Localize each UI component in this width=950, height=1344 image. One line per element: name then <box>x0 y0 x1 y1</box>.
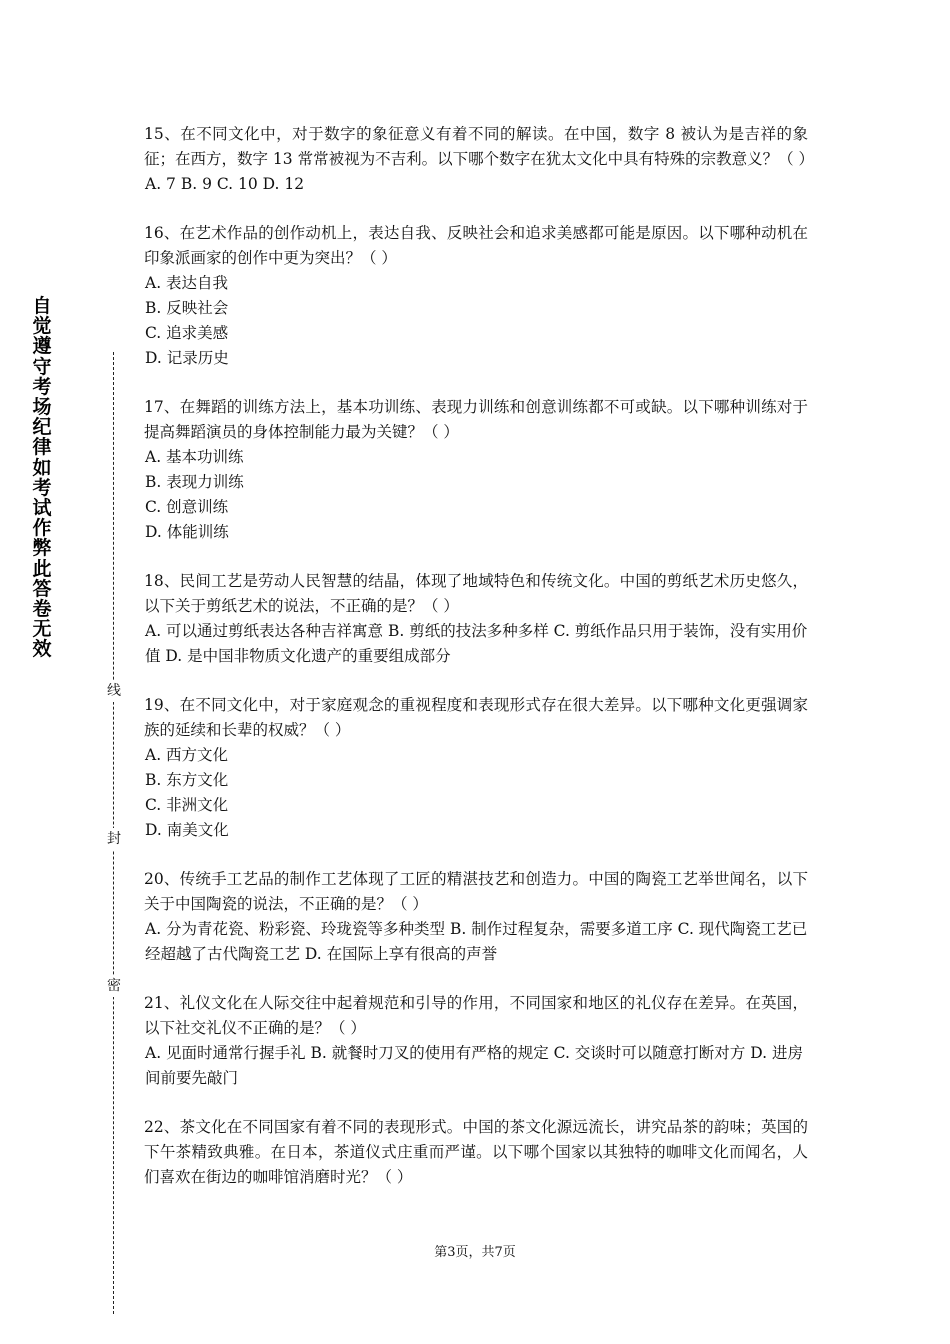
question-21 <box>144 991 808 1091</box>
option-d: D. 体能训练 <box>145 523 229 541</box>
question-stem: 18、民间工艺是劳动人民智慧的结晶，体现了地域特色和传统文化。中国的剪纸艺术历史悠久，以下关于剪纸艺术的说法，不正确的是？（ ） <box>144 572 808 615</box>
question-15 <box>144 122 815 197</box>
question-stem: 20、传统手工艺品的制作工艺体现了工匠的精湛技艺和创造力。中国的陶瓷工艺举世闻名，以下关于中国陶瓷的说法，不正确的是？（ ） <box>144 870 808 913</box>
page-number: 第3页，共7页 <box>434 1245 516 1260</box>
option-a: A. 西方文化 <box>145 746 229 764</box>
question-18 <box>144 569 808 669</box>
question-stem: 21、礼仪文化在人际交往中起着规范和引导的作用，不同国家和地区的礼仪存在差异。在英国，以下社交礼仪不正确的是？（ ） <box>144 994 808 1037</box>
question-22 <box>144 1115 808 1190</box>
question-16 <box>144 221 808 371</box>
option-d: D. 南美文化 <box>145 821 229 839</box>
option-b: B. 东方文化 <box>145 771 229 789</box>
question-19 <box>144 693 808 843</box>
option-a: A. 表达自我 <box>145 274 229 292</box>
question-20 <box>144 867 808 967</box>
question-stem: 22、茶文化在不同国家有着不同的表现形式。中国的茶文化源远流长，讲究品茶的韵味；英国的下午茶精致典雅。在日本，茶道仪式庄重而严谨。以下哪个国家以其独特的咖啡文化而闻名，人们喜欢在街边的咖啡馆消磨时光？（ ） <box>144 1118 808 1186</box>
question-stem: 17、在舞蹈的训练方法上，基本功训练、表现力训练和创意训练都不可或缺。以下哪种训练对于提高舞蹈演员的身体控制能力最为关键？（ ） <box>144 398 808 441</box>
question-options: A. 7 B. 9 C. 10 D. 12 <box>145 175 305 193</box>
binding-label-mi: 密 <box>106 975 122 997</box>
question-list <box>144 122 815 1214</box>
question-stem: 16、在艺术作品的创作动机上，表达自我、反映社会和追求美感都可能是原因。以下哪种动机在印象派画家的创作中更为突出？（ ） <box>144 224 808 267</box>
exam-discipline-notice: 自觉遵守考场纪律如考试作弊此答卷无效 <box>32 295 52 661</box>
option-b: B. 反映社会 <box>145 299 229 317</box>
question-stem: 19、在不同文化中，对于家庭观念的重视程度和表现形式存在很大差异。以下哪种文化更强调家族的延续和长辈的权威？（ ） <box>144 696 808 739</box>
question-17 <box>144 395 808 545</box>
question-options: A. 分为青花瓷、粉彩瓷、玲珑瓷等多种类型 B. 制作过程复杂，需要多道工序 C. 现代陶瓷工艺已经超越了古代陶瓷工艺 D. 在国际上享有很高的声誉 <box>145 920 808 963</box>
question-stem: 15、在不同文化中，对于数字的象征意义有着不同的解读。在中国，数字 8 被认为是吉祥的象征；在西方，数字 13 常常被视为不吉利。以下哪个数字在犹太文化中具有特殊的宗教意义？（ ） <box>144 125 815 168</box>
binding-label-feng: 封 <box>106 828 122 850</box>
question-options: A. 可以通过剪纸表达各种吉祥寓意 B. 剪纸的技法多种多样 C. 剪纸作品只用于装饰，没有实用价值 D. 是中国非物质文化遗产的重要组成部分 <box>145 622 808 665</box>
option-a: A. 基本功训练 <box>145 448 244 466</box>
option-b: B. 表现力训练 <box>145 473 244 491</box>
option-c: C. 创意训练 <box>145 498 229 516</box>
option-c: C. 非洲文化 <box>145 796 229 814</box>
binding-label-xian: 线 <box>106 680 122 702</box>
option-d: D. 记录历史 <box>145 349 229 367</box>
question-options: A. 见面时通常行握手礼 B. 就餐时刀叉的使用有严格的规定 C. 交谈时可以随意打断对方 D. 进房间前要先敲门 <box>145 1044 803 1087</box>
option-c: C. 追求美感 <box>145 324 229 342</box>
